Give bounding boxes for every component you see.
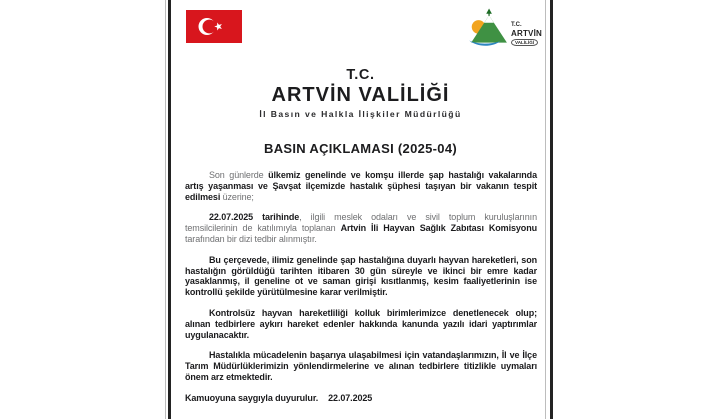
closing-line [185,393,537,404]
closing-date: 22.07.2025 [328,392,373,403]
page-border-left [168,0,171,419]
p3-text: Bu çerçevede, ilimiz genelinde şap hastalığına duyarlı hayvan hareketleri, son hastalığın görüldüğü tarihten itibaren 30 gün süreyle ve ikinci bir emre kadar yasaklanmış, il geneline ot ve saman girişi kısıtlanmış, kesim faaliyetlerinin ise kontrollü şekilde yürütülmesine karar verilmiştir. [185,254,537,298]
turkish-flag-icon [186,10,242,43]
paragraph-3 [185,255,537,298]
mountain-sun-lake-emblem-icon [467,8,509,50]
closing-statement: Kamuoyuna saygıyla duyurulur. [185,392,319,403]
artvin-governorship-logo [467,8,542,50]
page-border-right [550,0,553,419]
press-office-subtitle: İl Basın ve Halkla İlişkiler Müdürlüğü [259,109,462,120]
p1-tail: üzerine; [220,191,254,202]
paragraph-1 [185,170,537,202]
paragraph-2 [185,212,537,244]
logo-wordmark [511,22,542,46]
paragraph-5 [185,350,537,382]
p2-date: 22.07.2025 tarihinde [209,212,300,223]
p1-lead: Son günlerde [209,170,269,180]
press-release-title: BASIN AÇIKLAMASI (2025-04) [264,141,457,156]
p1-emphasis: ülkemiz genelinde ve komşu illerde şap hastalığı vakalarında artış yaşanması ve Şavşat ilçemizde hastalık şüphesi taşıyan bir vakanın tespit edilmesi [185,170,537,202]
logo-artvin-label: ARTVİN [511,28,542,38]
page-border-right-inner [545,0,546,419]
p2-middle: , ilgili meslek odaları ve sivil toplum kuruluşlarının temsilcilerinin de katılımıyla toplanan [185,212,537,234]
document-header [171,66,550,119]
document-body [185,170,537,414]
p4-text: Kontrolsüz hayvan hareketliliği kolluk birimlerimizce denetlenecek olup; alınan tedbirlere aykırı hareket edenler hakkında kanunda yazılı idari yaptırımlar uygulanacaktır. [185,307,537,340]
p2-tail: tarafından bir dizi tedbir alınmıştır. [185,233,317,244]
logo-valiligi-label: VALİLİĞİ [511,39,538,46]
republic-prefix: T.C. [346,67,375,83]
paragraph-4 [185,308,537,340]
p2-commission: Artvin İli Hayvan Sağlık Zabıtası Komisyonu [340,223,537,234]
governorship-title: ARTVİN VALİLİĞİ [271,84,450,107]
p5-text: Hastalıkla mücadelenin başarıya ulaşabilmesi için vatandaşlarımızın, İl ve İlçe Tarım Müdürlüklerimizin yönlendirmelerine ve alınan tedbirlere titizlikle uymaları önem arz etmektedir. [185,350,537,382]
logo-tc-label: T.C. [511,21,522,28]
page-border-left-outer [165,0,166,419]
